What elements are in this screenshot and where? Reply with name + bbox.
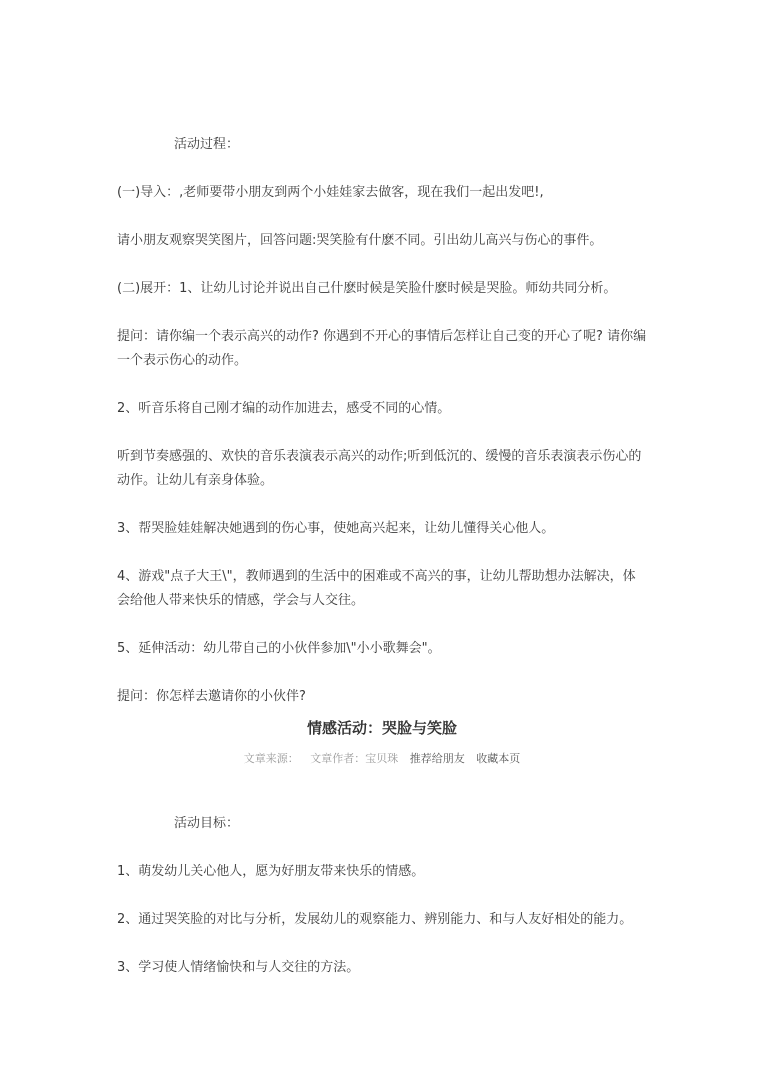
favorite-link[interactable]: 收藏本页 bbox=[476, 752, 521, 765]
step2-paragraph: 2、听音乐将自己刚才编的动作加进去，感受不同的心情。 bbox=[117, 401, 451, 416]
question1-paragraph: 提问：请你编一个表示高兴的动作? 你遇到不开心的事情后怎样让自己变的开心了呢? 请你编一个表示伤心的动作。 bbox=[117, 329, 647, 368]
music-paragraph: 听到节奏感强的、欢快的音乐表演表示高兴的动作;听到低沉的、缓慢的音乐表演表示伤心的动作。让幼儿有亲身体验。 bbox=[117, 449, 642, 488]
question2-paragraph: 提问：你怎样去邀请你的小伙伴? bbox=[117, 689, 306, 704]
intro-paragraph: (一)导入：,老师要带小朋友到两个小娃娃家去做客，现在我们一起出发吧!, bbox=[117, 185, 544, 200]
recommend-link[interactable]: 推荐给朋友 bbox=[409, 752, 465, 765]
author-label: 文章作者：宝贝珠 bbox=[310, 752, 399, 765]
step4-paragraph: 4、游戏"点子大王\"，教师遇到的生活中的困难或不高兴的事，让幼儿帮助想办法解决，体会给他人带来快乐的情感，学会与人交往。 bbox=[117, 569, 636, 608]
expand-paragraph: (二)展开：1、让幼儿讨论并说出自己什麽时候是笑脸什麽时候是哭脸。师幼共同分析。 bbox=[117, 281, 617, 296]
step5-paragraph: 5、延伸活动：幼儿带自己的小伙伴参加\"小小歌舞会"。 bbox=[117, 641, 441, 656]
process-heading: 活动过程： bbox=[174, 137, 240, 152]
article-meta bbox=[117, 750, 647, 768]
source-label: 文章来源： bbox=[243, 752, 299, 765]
article-title: 情感活动：哭脸与笑脸 bbox=[306, 719, 457, 737]
observe-paragraph: 请小朋友观察哭笑图片，回答问题:哭笑脸有什麽不同。引出幼儿高兴与伤心的事件。 bbox=[117, 233, 603, 248]
step3-paragraph: 3、帮哭脸娃娃解决她遇到的伤心事，使她高兴起来，让幼儿懂得关心他人。 bbox=[117, 521, 555, 536]
goals-heading: 活动目标： bbox=[174, 816, 240, 831]
goal2-paragraph: 2、通过哭笑脸的对比与分析，发展幼儿的观察能力、辨别能力、和与人友好相处的能力。 bbox=[117, 912, 633, 927]
goal1-paragraph: 1、萌发幼儿关心他人，愿为好朋友带来快乐的情感。 bbox=[117, 864, 425, 879]
goal3-paragraph: 3、学习使人情绪愉快和与人交往的方法。 bbox=[117, 960, 360, 975]
